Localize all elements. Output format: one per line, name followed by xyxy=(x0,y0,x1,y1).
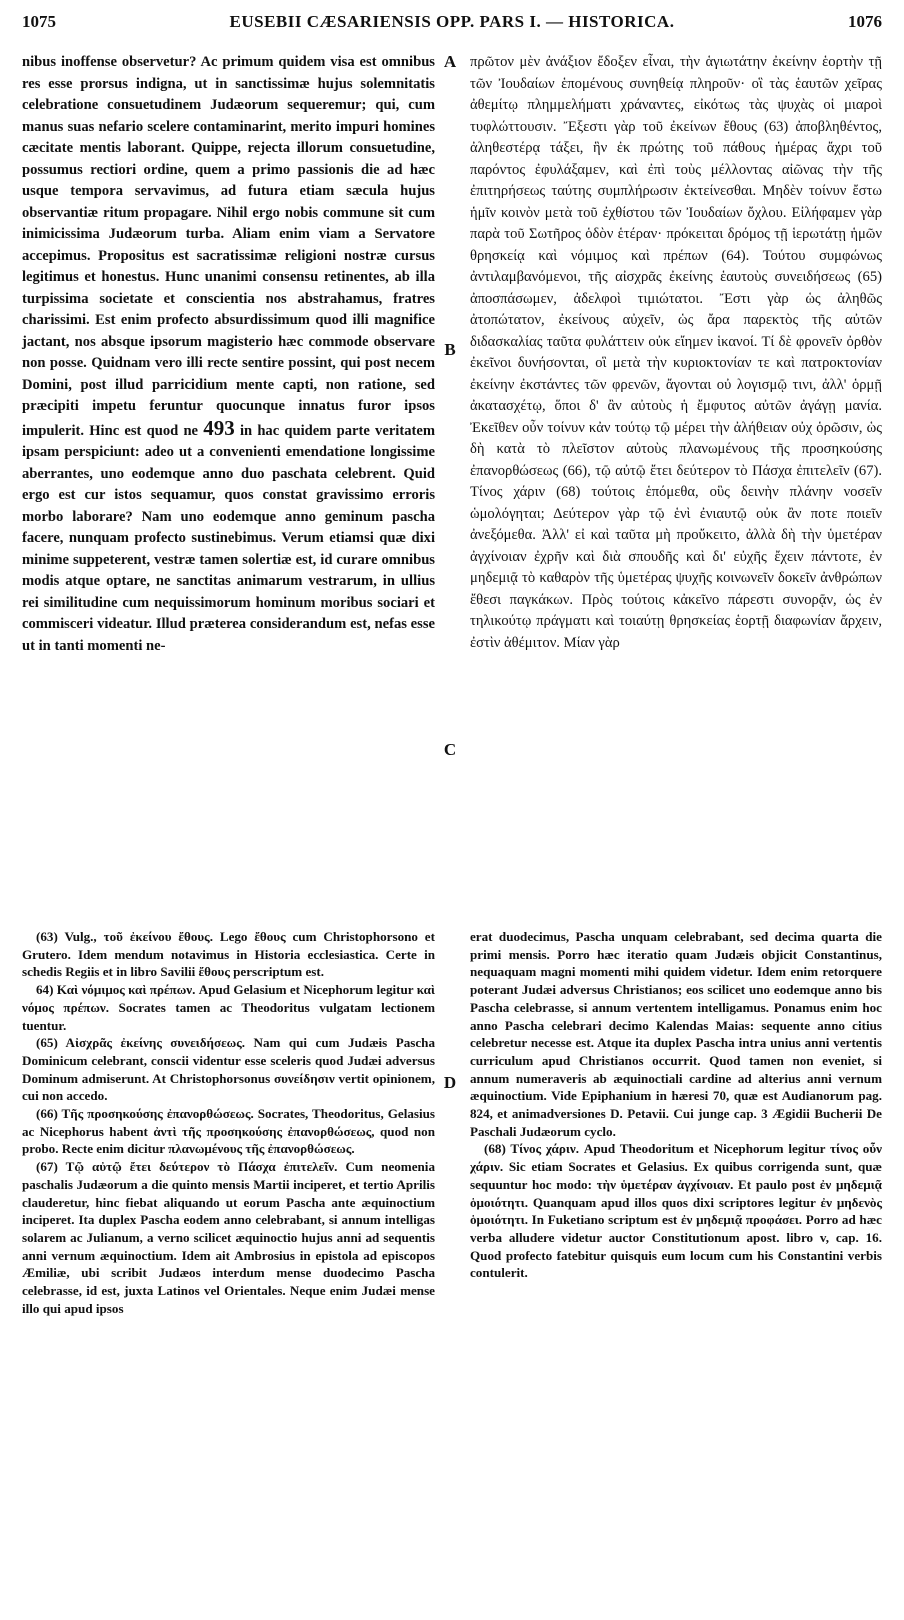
margin-marker-b: B xyxy=(444,340,456,359)
latin-paragraph xyxy=(22,52,435,657)
footnote-64: 64) Καὶ νόμιμος καὶ πρέπων. Apud Gelasium et Nicephorum legitur καὶ νόμος πρέπων. Socrates tamen ac Theodoritus vulgatam lectionem tuentur. xyxy=(22,982,435,1033)
margin-marker-a: A xyxy=(443,52,457,71)
latin-text-post: in hac quidem parte veritatem ipsam perspiciunt: adeo ut a convenienti emendatione longissime aberrantes, uno eodemque anno duo paschata celebrent. Quid ergo est cur istos sequamur, quos constat gravissimo erroris morbo laborare? Nam uno eodemque anno geminum pascha facere, nunquam profecto sustinebimus. Verum etiamsi quæ dixi minime suppeterent, vestræ tamen solertiæ est, id curare omnibus modis atque optare, ne sanctitas animarum vestrarum, in ullius rei similitudine cum nequissimorum hominum moribus sociari et commisceri videatur. Illud præterea considerandum est, nefas esse ut in tanti momenti ne- xyxy=(22,422,435,654)
footnote-66: (66) Τῆς προσηκούσης ἐπανορθώσεως. Socrates, Theodoritus, Gelasius ac Nicephorus habent ἀντὶ τῆς προσηκούσης ἐπανορθώσεως, quod non probo. Recte enim dicitur πλανωμένους τῆς ἐπανορθώσεως. xyxy=(22,1106,435,1157)
latin-column xyxy=(22,52,435,894)
footnote-67-continuation: erat duodecimus, Pascha unquam celebrabant, sed decima quarta die primi mensis. Porro hæc iteratio quam Judæis objicit Constantinus, nequaquam magni momenti mihi quidem videtur. Idem enim retorquere poterant Judæi adversus Christianos; eos scilicet uno eodemque anno bis Pascha celebrasse, si annum vertentem intelligamus. Ponamus enim hoc anno Pascha celebrari decimo Kalendas Maias: sequente anno citius celebretur necesse est. Atque ita duplex Pascha intra unius anni vertentis curriculum apud Christianos occurrit. Quod tamen non eveniet, si annum numeraveris ab æquinoctiali cardine ad alterius anni vernum æquinoctium. Vide Epiphanium in hæresi 70, quæ est Audianorum pag. 824, et animadversiones D. Petavii. Cui junge cap. 3 Ægidii Bucherii De Paschali Judæorum cyclo. xyxy=(470,929,882,1139)
page-number-right: 1076 xyxy=(848,12,882,31)
footnotes-right xyxy=(470,928,882,1578)
running-header xyxy=(22,8,882,36)
margin-marker-c: C xyxy=(443,740,457,759)
margin-marker-d: D xyxy=(443,1073,457,1092)
running-title: EUSEBII CÆSARIENSIS OPP. PARS I. — HISTORICA. xyxy=(229,12,675,31)
footnote-68: (68) Τίνος χάριν. Apud Theodoritum et Nicephorum legitur τίνος οὖν χάριν. Sic etiam Socrates et Gelasius. Ex quibus corrigenda sunt, quæ sequuntur hoc modo: τὴν ὑμετέραν ἀγχίνοιαν. Et paulo post ἐν μηδεμιᾷ ὁμοιότητι. Quanquam apud illos quos dixi scriptores legitur ἐν μηδενὸς ὁμοιότητι. In Fuketiano scriptum est ἐν μηδεμιᾷ προφάσει. Porro ad hæc verba alludere videtur auctor Constitutionum apost. libro v, cap. 16. Quod profecto fatebitur quisquis eum locum cum his Constantini verbis contulerit. xyxy=(470,1141,882,1281)
greek-paragraph: πρῶτον μὲν ἀνάξιον ἔδοξεν εἶναι, τὴν ἁγιωτάτην ἐκείνην ἑορτὴν τῇ τῶν Ἰουδαίων ἑπομένους συνηθείᾳ πληροῦν· οἳ τὰς ἑαυτῶν χεῖρας ἀθεμίτῳ πλημμελήματι χράναντες, εἰκότως τὰς ψυχὰς οἱ μιαροὶ τυφλώττουσιν. Ἔξεστι γὰρ τοῦ ἐκείνων ἔθους (63) ἀποβληθέντος, ἀληθεστέρᾳ τάξει, ἣν ἐκ πρώτης τοῦ πάθους ἡμέρας ἄχρι τοῦ παρόντος ἐφυλάξαμεν, καὶ ἐπὶ τοὺς μέλλοντας αἰῶνας τὴν τῆς ἐπιτηρήσεως ταύτης συμπλήρωσιν ἐκτείνεσθαι. Μηδὲν τοίνυν ἔστω ἡμῖν κοινὸν μετὰ τοῦ ἐχθίστου τῶν Ἰουδαίων ὄχλου. Εἰλήφαμεν γὰρ παρὰ τοῦ Σωτῆρος ὁδὸν ἑτέραν· πρόκειται δρόμος τῇ ἱερωτάτῃ ἡμῶν θρησκείᾳ καὶ νόμιμος καὶ πρέπων (64). Τούτου συμφώνως ἀντιλαμβανόμενοι, τῆς αἰσχρᾶς ἐκείνης ἑαυτοὺς συνειδήσεως (65) ἀποσπάσωμεν, ἀδελφοὶ τιμιώτατοι. Ἔστι γὰρ ὡς ἀληθῶς ἀτοπώτατον, ἐκείνους αὐχεῖν, ὡς ἄρα παρεκτὸς τῆς αὐτῶν διδασκαλίας ταῦτα φυλάττειν οὐκ εἴημεν ἱκανοί. Τί δὲ φρονεῖν ὀρθὸν ἐκεῖνοι δυνήσονται, οἳ μετὰ τὴν κυριοκτονίαν τε καὶ πατροκτονίαν ἐκείνην ἐκστάντες τῶν φρενῶν, ἄγονται οὐ λογισμῷ τινι, ἀλλ' ὁρμῇ ἀκατασχέτῳ, ὅποι δ' ἂν αὐτοὺς ἡ ἔμφυτος αὐτῶν ἀγάγῃ μανία. Ἐκεῖθεν οὖν τοίνυν κἀν τούτῳ τῷ μέρει τὴν ἀλήθειαν οὐχ ὁρῶσιν, ὡς δὴ κατὰ τὸ πλεῖστον αὐτοὺς πλανωμένους τῆς προσηκούσης ἐπανορθώσεως (66), τῷ αὐτῷ ἔτει δεύτερον τὸ Πάσχα ἐπιτελεῖν (67). Τίνος χάριν (68) τούτοις ἑπόμεθα, οὓς δεινὴν πλάνην νοσεῖν ὡμολόγηται; Δεύτερον γὰρ τῷ ἑνὶ ἐνιαυτῷ οὐκ ἂν ποτε ποιεῖν ἀνεξόμεθα. Ἀλλ' εἰ καὶ ταῦτα μὴ προὔκειτο, ἀλλὰ δὴ τὴν ὑμετέραν ἀγχίνοιαν ἐχρῆν καὶ διὰ σπουδῆς καὶ δι' εὐχῆς ἔχειν πάντοτε, ἐν μηδεμιᾷ τὸ καθαρὸν τῆς ὑμετέρας ψυχῆς κοινωνεῖν δοκεῖν ἀνθρώπων ἔθεσι παγκάκων. Πρὸς τούτοις κἀκεῖνο πάρεστι συνορᾷν, ὡς ἐν τηλικούτῳ πράγματι καὶ τοιαύτῃ θρησκείας ἑορτῇ διαφωνίαν ἄρχειν, ἐστὶν ἀθέμιτον. Μίαν γὰρ xyxy=(470,54,882,651)
greek-column xyxy=(470,52,882,894)
page-number-left: 1075 xyxy=(22,12,56,31)
footnotes-left xyxy=(22,928,435,1578)
footnote-63: (63) Vulg., τοῦ ἐκείνου ἔθους. Lego ἔθους cum Christophorsono et Grutero. Idem mendum notavimus in Historia ecclesiastica. Certe in schedis Regiis et in libro Savilii ἔθους perscriptum est. xyxy=(22,929,435,980)
footnote-65: (65) Αἰσχρᾶς ἐκείνης συνειδήσεως. Nam qui cum Judæis Pascha Dominicum celebrant, conscii videntur esse sceleris quod Judæi adversus Dominum admiserunt. At Christophorsonus συνείδησιν vertit opinionem, cui non accedo. xyxy=(22,1035,435,1104)
latin-text-pre: nibus inoffense observetur? Ac primum quidem visa est omnibus res esse prorsus indigna, ut in sanctissimæ hujus solemnitatis celebratione consuetudinem Judæorum sequeremur; qui, cum manus suas nefario scelere contaminarint, merito impuri homines cæcitate mentis laborant. Quippe, rejecta illorum consuetudine, possumus rectiori ordine, quem a primo passionis die ad hæc usque tempora servavimus, ad futura etiam sæcula hujus observantiæ ritum propagare. Nihil ergo nobis commune sit cum inimicissima Judæorum turba. Aliam enim viam a Servatore accepimus. Propositus est sacratissimæ religioni nostræ cursus legitimus et honestus. Hunc unanimi consensu retinentes, ab illa turpissima societate et conscientia nos abstrahamus, fratres charissimi. Est enim profecto absurdissimum quod illi magnifice jactant, nos absque ipsorum magisterio hæc commode observare non posse. Quidnam vero illi recte sentire possint, qui post necem Domini, post illud parricidium mente capti, non ratione, sed præcipiti impetu feruntur quocunque innatus furor ipsos impulerit. Hinc est quod ne xyxy=(22,54,435,439)
latin-page-number: 493 xyxy=(203,415,235,440)
footnote-67: (67) Τῷ αὐτῷ ἔτει δεύτερον τὸ Πάσχα ἐπιτελεῖν. Cum neomenia paschalis Judæorum a die quinto mensis Martii inciperet, et tertio Aprilis clauderetur, hinc fiebat aliquando ut eorum Pascha ante æquinoctium inciperet. Ita duplex Pascha eodem anno celebrabant, si annum intelligas solarem ac Julianum, a verno scilicet æquinoctio hujus anni ad sequentis anni vernum æquinoctium. Idem ait Ambrosius in epistola ad episcopos Æmiliæ, ubi scribit Judæos interdum mense duodecimo Pascha celebrasse, id est, juxta Latinos vel Orientales. Neque enim Judæi mense illo qui apud ipsos xyxy=(22,1159,435,1316)
